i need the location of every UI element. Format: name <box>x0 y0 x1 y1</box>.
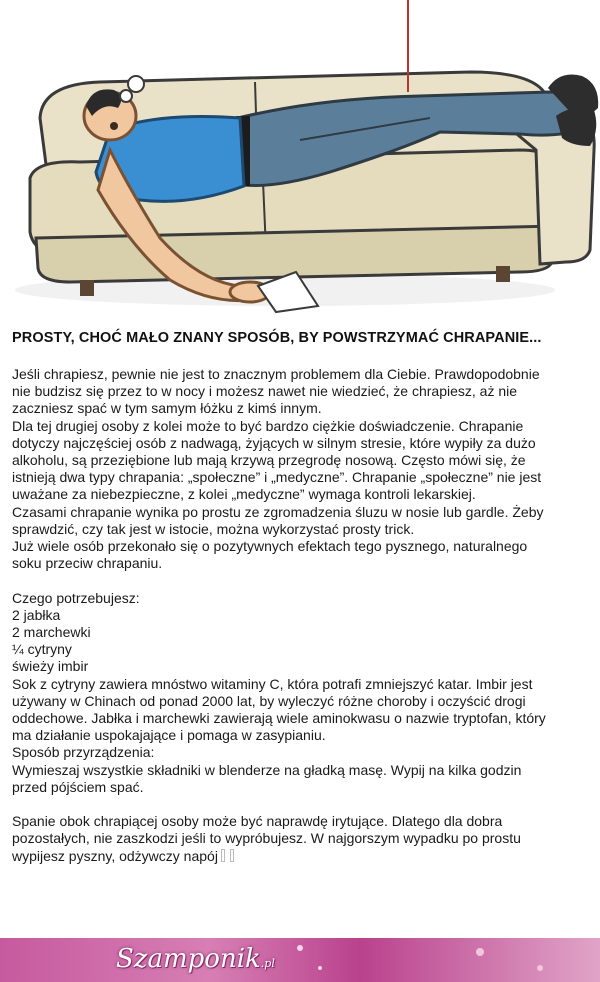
article-body <box>12 366 592 865</box>
body-line: oddechowe. Jabłka i marchewki zawierają wiele aminokwasu o nazwie tryptofan, który <box>12 710 546 727</box>
brand-logo[interactable] <box>116 944 275 974</box>
body-line: alkoholu, są przeziębione lub mają krzywą przegrodę nosową. Często mówi się, że <box>12 452 526 469</box>
footer-banner <box>0 938 600 982</box>
body-line: pozostałych, nie zaszkodzi jeśli to wypróbujesz. W najgorszym wypadku po prostu <box>12 830 521 847</box>
body-line: Wymieszaj wszystkie składniki w blenderze na gładką masę. Wypij na kilka godzin <box>12 761 522 778</box>
brand-name: Szamponik <box>116 944 261 974</box>
decor-sparkles-icon <box>0 938 600 982</box>
missing-glyph-icon <box>230 849 234 862</box>
body-line: Czasami chrapanie wynika po prostu ze zgromadzenia śluzu w nosie lub gardle. Żeby <box>12 503 544 520</box>
sofa-leg <box>496 266 510 282</box>
body-line: uważane za niebezpieczne, z kolei „medyczne” wymaga kontroli lekarskiej. <box>12 486 476 503</box>
body-line: soku przeciw chrapaniu. <box>12 555 163 572</box>
paragraph-gap <box>12 572 592 589</box>
preparation-heading: Sposób przyrządzenia: <box>12 744 155 761</box>
ingredient-item: 2 marchewki <box>12 624 91 641</box>
ingredient-item: świeży imbir <box>12 658 89 675</box>
body-line: ma działanie uspokajające i pomaga w zasypianiu. <box>12 727 326 744</box>
body-line-text: wypijesz pyszny, odżywczy napój <box>12 847 218 864</box>
body-line: Sok z cytryny zawiera mnóstwo witaminy C, która potrafi zmniejszyć katar. Imbir jest <box>12 675 533 692</box>
sofa-leg <box>80 280 94 296</box>
body-line: Już wiele osób przekonało się o pozytywnych efektach tego pysznego, naturalnego <box>12 538 528 555</box>
body-line: używany w Chinach od ponad 2000 lat, by wyleczyć różne choroby i oczyścić drogi <box>12 692 526 709</box>
ingredient-item: 2 jabłka <box>12 606 61 623</box>
ingredients-heading: Czego potrzebujesz: <box>12 589 140 606</box>
body-line-last <box>12 848 592 865</box>
ingredient-item: ¼ cytryny <box>12 641 72 658</box>
body-line: Spanie obok chrapiącej osoby może być naprawdę irytujące. Dlatego dla dobra <box>12 813 503 830</box>
body-line: Jeśli chrapiesz, pewnie nie jest to znacznym problemem dla Ciebie. Prawdopodobnie <box>12 366 540 382</box>
mouth <box>110 122 118 130</box>
article-title: PROSTY, CHOĆ MAŁO ZNANY SPOSÓB, BY POWSTRZYMAĆ CHRAPANIE... <box>12 330 542 346</box>
sleeping-man-illustration <box>0 0 600 318</box>
snore-puff <box>120 90 132 102</box>
body-line: sprawdzić, czy tak jest w istocie, można wykorzystać prosty trick. <box>12 520 415 537</box>
body-line: Dla tej drugiej osoby z kolei może to być bardzo ciężkie doświadczenie. Chrapanie <box>12 417 524 434</box>
brand-suffix: .pl <box>260 957 275 970</box>
missing-glyph-icon <box>221 849 225 862</box>
body-line: istnieją dwa typy chrapania: „społeczne” i „medyczne”. Chrapanie „społeczne” nie jest <box>12 469 542 486</box>
body-line: nie budzisz się przez to w nocy i możesz nawet nie wiedzieć, że chrapiesz, aż nie <box>12 383 518 400</box>
body-line: dotyczy najczęściej osób z nadwagą, żyjących w silnym stresie, które wypiły za dużo <box>12 434 536 451</box>
article <box>12 330 592 865</box>
body-line: zaczniesz spać w tym samym łóżku z kimś innym. <box>12 400 322 417</box>
snore-puff <box>128 76 144 92</box>
body-line: przed pójściem spać. <box>12 778 144 795</box>
paragraph-gap <box>12 796 592 813</box>
